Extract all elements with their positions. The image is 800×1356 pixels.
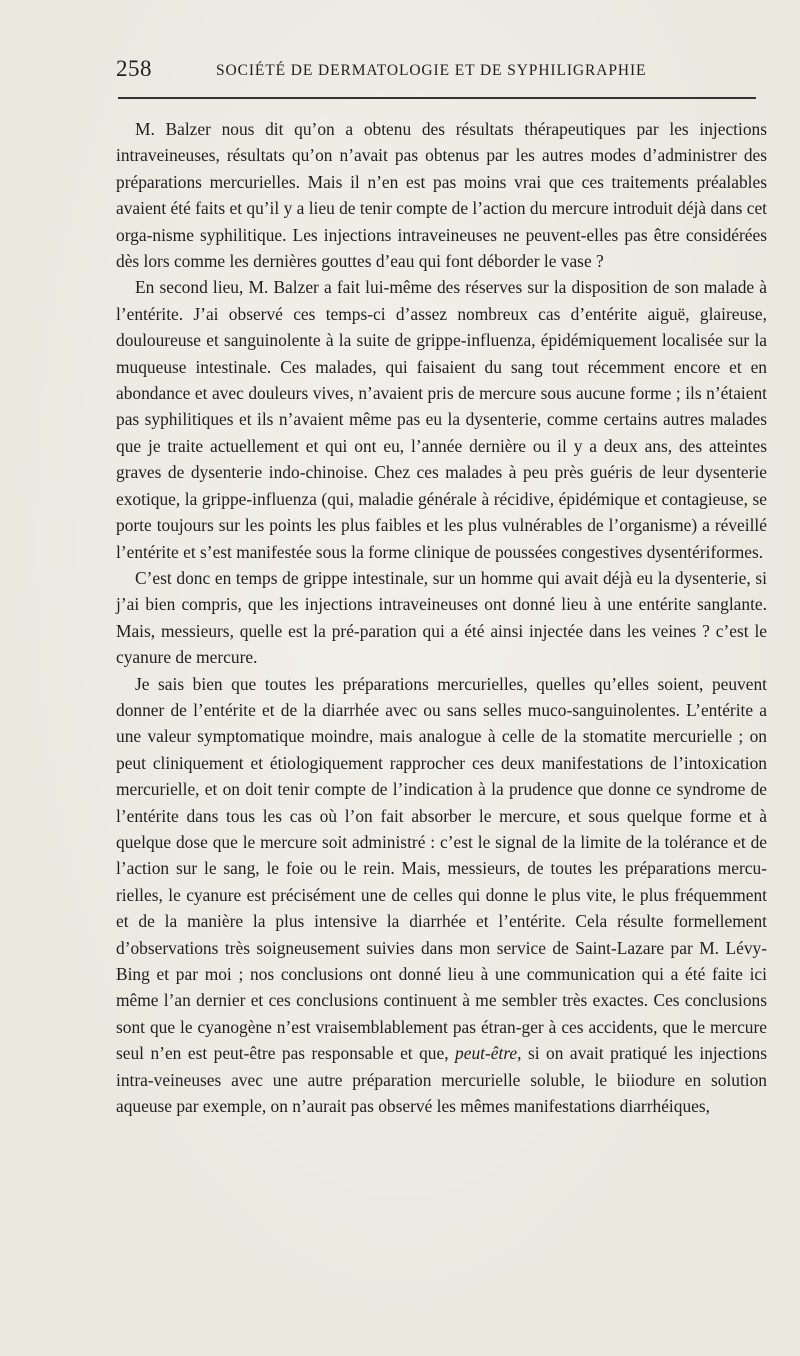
page-number: 258 [116, 56, 152, 81]
italic-word: peut-être [455, 1043, 518, 1064]
paragraph: C’est donc en temps de grippe intestinale, sur un homme qui avait déjà eu la dysenterie, si j’ai bien compris, que les injections intraveineuses ont donné lieu à une entérite sanglante. Mais, messieurs, quelle est la pré-paration qui a été ainsi injectée dans les veines ? c’est le cyanure de mercure. [116, 567, 767, 668]
paragraph-text: Je sais bien que toutes les préparations mercurielles, quelles qu’elles soient, peuvent donner de l’entérite et de la diarrhée avec ou sans selles muco-sanguinolentes. L’entérite a une valeur symptomatique moindre, mais analogue à celle de la stomatite mercurielle ; on peut cliniquement et étiologiquement rapprocher ces deux manifestations de l’intoxication mercurielle, et on doit tenir compte de l’indication à la prudence que donne ce syndrome de l’entérite dans tous les cas où l’on fait absorber le mercure, et sous quelque forme et à quelque dose que le mercure soit administré : c’est le signal de la limite de la tolérance et de l’action sur le sang, le foie ou le rein. Mais, messieurs, de toutes les préparations mercu-rielles, le cyanure est précisément une de celles qui donne le plus vite, le plus fréquemment et de la manière la plus intensive la diarrhée et l’entérite. Cela résulte formellement d’observations très soigneusement suivies dans mon service de Saint-Lazare par M. Lévy-Bing et par moi ; nos conclusions ont donné lieu à une communication qui a été faite ici même l’an dernier et ces conclusions continuent à me sembler très exactes. Ces conclusions sont que le cyanogène n’est vraisemblablement pas étran-ger à ces accidents, que le mercure seul n’en est peut-être pas responsable et que, [116, 673, 767, 1064]
paragraph-text: , si on avait pratiqué les injections intra-veineuses avec une autre préparation mercurielle soluble, le biiodure en solution aqueuse par exemple, on n’aurait pas observé les mêmes manifestations diarrhéiques, [116, 1043, 767, 1117]
body-text [116, 116, 767, 1119]
running-title: SOCIÉTÉ DE DERMATOLOGIE ET DE SYPHILIGRAPHIE [216, 62, 647, 79]
paragraph [116, 671, 767, 1120]
paragraph: En second lieu, M. Balzer a fait lui-même des réserves sur la disposition de son malade à l’entérite. J’ai observé ces temps-ci d’assez nombreux cas d’entérite aiguë, glaireuse, douloureuse et sanguinolente à la suite de grippe-influenza, épidémiquement localisée sur la muqueuse intestinale. Ces malades, qui faisaient du sang tout récemment encore et en abondance et avec douleurs vives, n’avaient pris de mercure sous aucune forme ; ils n’étaient pas syphilitiques et ils n’avaient même pas eu la dysenterie, comme certains autres malades que je traite actuellement et qui ont eu, l’année dernière ou il y a deux ans, des atteintes graves de dysenterie indo-chinoise. Chez ces malades à peu près guéris de leur dysenterie exotique, la grippe-influenza (qui, maladie générale à récidive, épidémique et contagieuse, se porte toujours sur les points les plus faibles et les plus vulnérables de l’organisme) a réveillé l’entérite et s’est manifestée sous la forme clinique de poussées congestives dysentériformes. [116, 277, 767, 562]
header-rule [118, 97, 756, 99]
paragraph: M. Balzer nous dit qu’on a obtenu des résultats thérapeutiques par les injections intraveineuses, résultats qu’on n’avait pas obtenus par les autres modes d’administrer des préparations mercurielles. Mais il n’en est pas moins vrai que ces traitements préalables avaient été faits et qu’il y a lieu de tenir compte de l’action du mercure introduit déjà dans cet orga-nisme syphilitique. Les injections intraveineuses ne peuvent-elles pas être considérées dès lors comme les dernières gouttes d’eau qui font déborder le vase ? [116, 119, 767, 272]
running-head [116, 56, 756, 88]
